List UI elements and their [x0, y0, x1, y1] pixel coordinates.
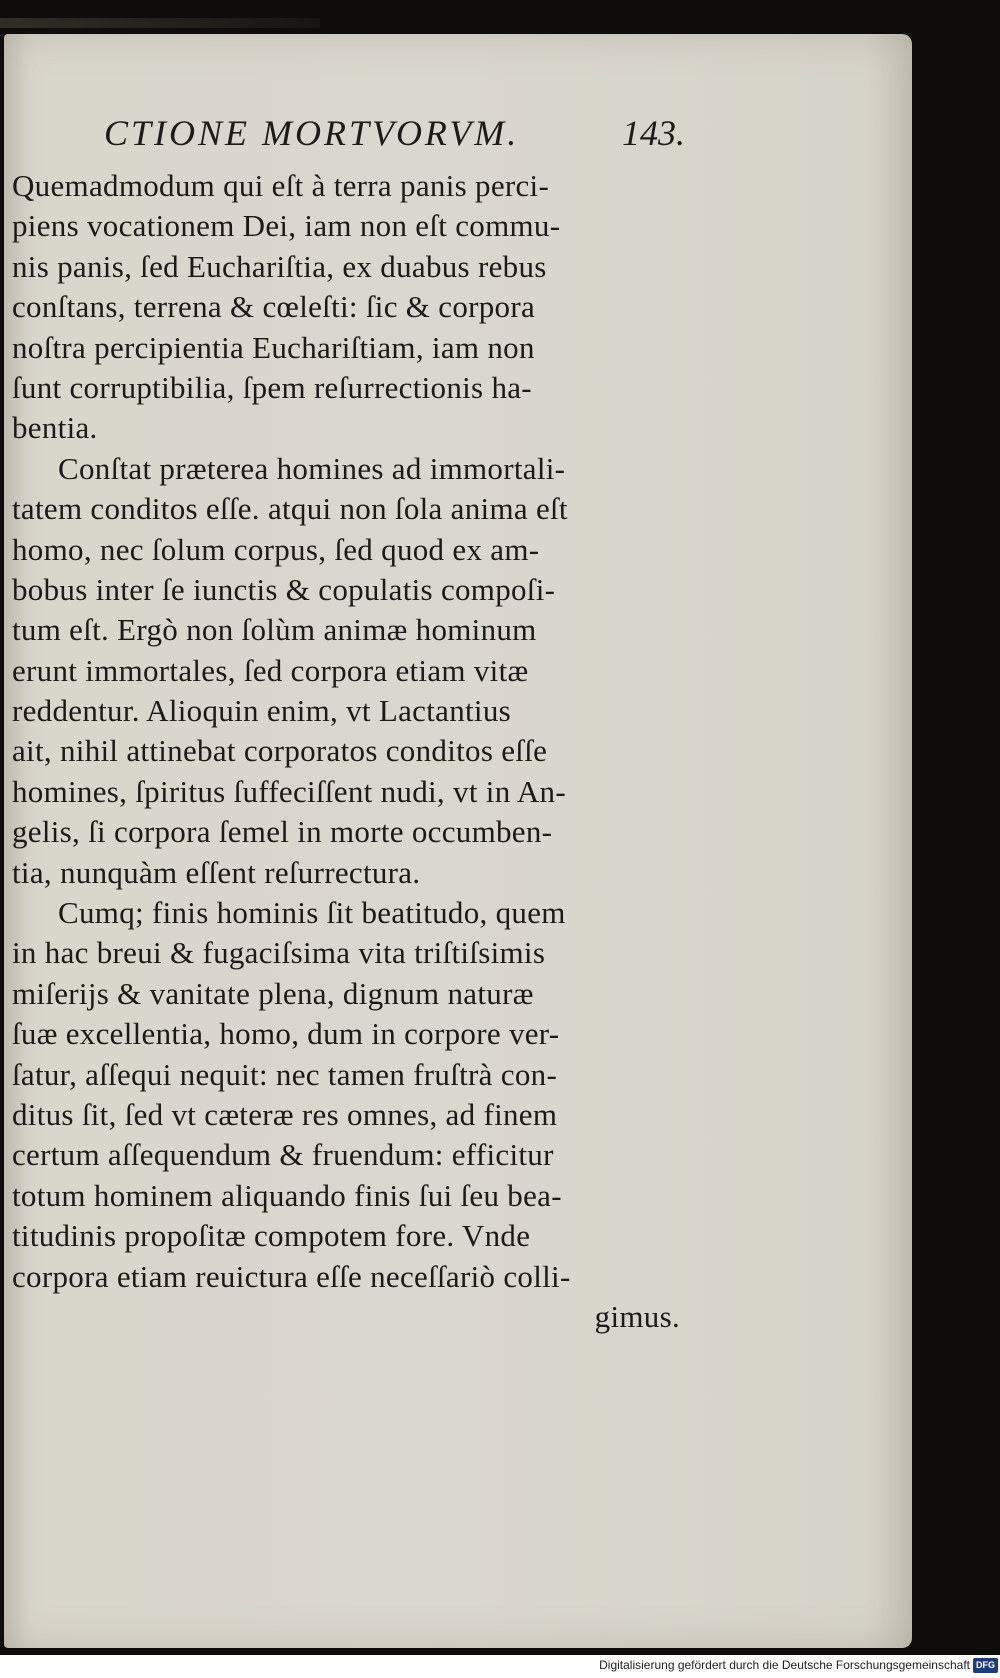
- text-line: titudinis propoſitæ compotem fore. Vnde: [12, 1218, 531, 1254]
- text-line: ſuæ excellentia, homo, dum in corpore ver-: [12, 1016, 560, 1052]
- text-line: bobus inter ſe iunctis & copulatis compoſi-: [12, 571, 556, 607]
- text-line: certum aſſequendum & fruendum: efficitur: [12, 1137, 554, 1173]
- text-line: bentia.: [12, 410, 98, 446]
- text-line: ſunt corruptibilia, ſpem reſurrectionis ha-: [12, 369, 532, 405]
- page-number: 143.: [622, 113, 685, 153]
- text-line: homines, ſpiritus ſuffeciſſent nudi, vt in An-: [12, 773, 566, 809]
- text-line: piens vocationem Dei, iam non eſt commu-: [12, 208, 561, 244]
- text-line: homo, nec ſolum corpus, ſed quod ex am-: [12, 531, 540, 567]
- final-line: gimus.: [594, 1298, 680, 1334]
- text-line: tatem conditos eſſe. atqui non ſola anima eſt: [12, 491, 568, 527]
- text-line: miſerijs & vanitate plena, dignum naturæ: [12, 975, 534, 1011]
- text-line: ait, nihil attinebat corporatos conditos eſſe: [12, 733, 548, 769]
- digitization-footer: [0, 1655, 1000, 1678]
- book-page: [4, 34, 912, 1648]
- funding-credit: Digitalisierung gefördert durch die Deutsche Forschungsgemeinschaft: [599, 1658, 970, 1672]
- text-line: noſtra percipientia Euchariſtiam, iam non: [12, 329, 535, 365]
- text-line: erunt immortales, ſed corpora etiam vitæ: [12, 652, 529, 688]
- text-line: Quemadmodum qui eſt à terra panis perci-: [12, 168, 550, 203]
- text-line: tia, nunquàm eſſent reſurrectura.: [12, 854, 421, 890]
- text-line: in hac breui & fugaciſsima vita triſtiſsimis: [12, 935, 546, 971]
- text-line: totum hominem aliquando finis ſui ſeu bea-: [12, 1177, 562, 1213]
- text-line: ſatur, aſſequi nequit: nec tamen fruſtrà con-: [12, 1056, 558, 1092]
- dfg-logo: DFG: [973, 1658, 998, 1673]
- text-line: nis panis, ſed Euchariſtia, ex duabus rebus: [12, 248, 547, 284]
- text-line: corpora etiam reuictura eſſe neceſſariò colli-: [12, 1258, 571, 1294]
- text-line: tum eſt. Ergò non ſolùm animæ hominum: [12, 612, 537, 648]
- text-line: ditus ſit, ſed vt cæteræ res omnes, ad finem: [12, 1096, 558, 1132]
- running-title: CTIONE MORTVORVM.: [104, 113, 520, 153]
- text-line: gelis, ſi corpora ſemel in morte occumben-: [12, 814, 553, 850]
- body-text: [12, 166, 680, 1337]
- running-head: [4, 112, 912, 162]
- paragraph-start-line: Conſtat præterea homines ad immortali-: [58, 450, 566, 486]
- paragraph-start-line: Cumq; finis hominis ſit beatitudo, quem: [58, 895, 566, 931]
- text-line: conſtans, terrena & cœleſti: ſic & corpora: [12, 289, 536, 325]
- binding-edge-strip: [0, 18, 320, 28]
- text-line: reddentur. Alioquin enim, vt Lactantius: [12, 693, 511, 729]
